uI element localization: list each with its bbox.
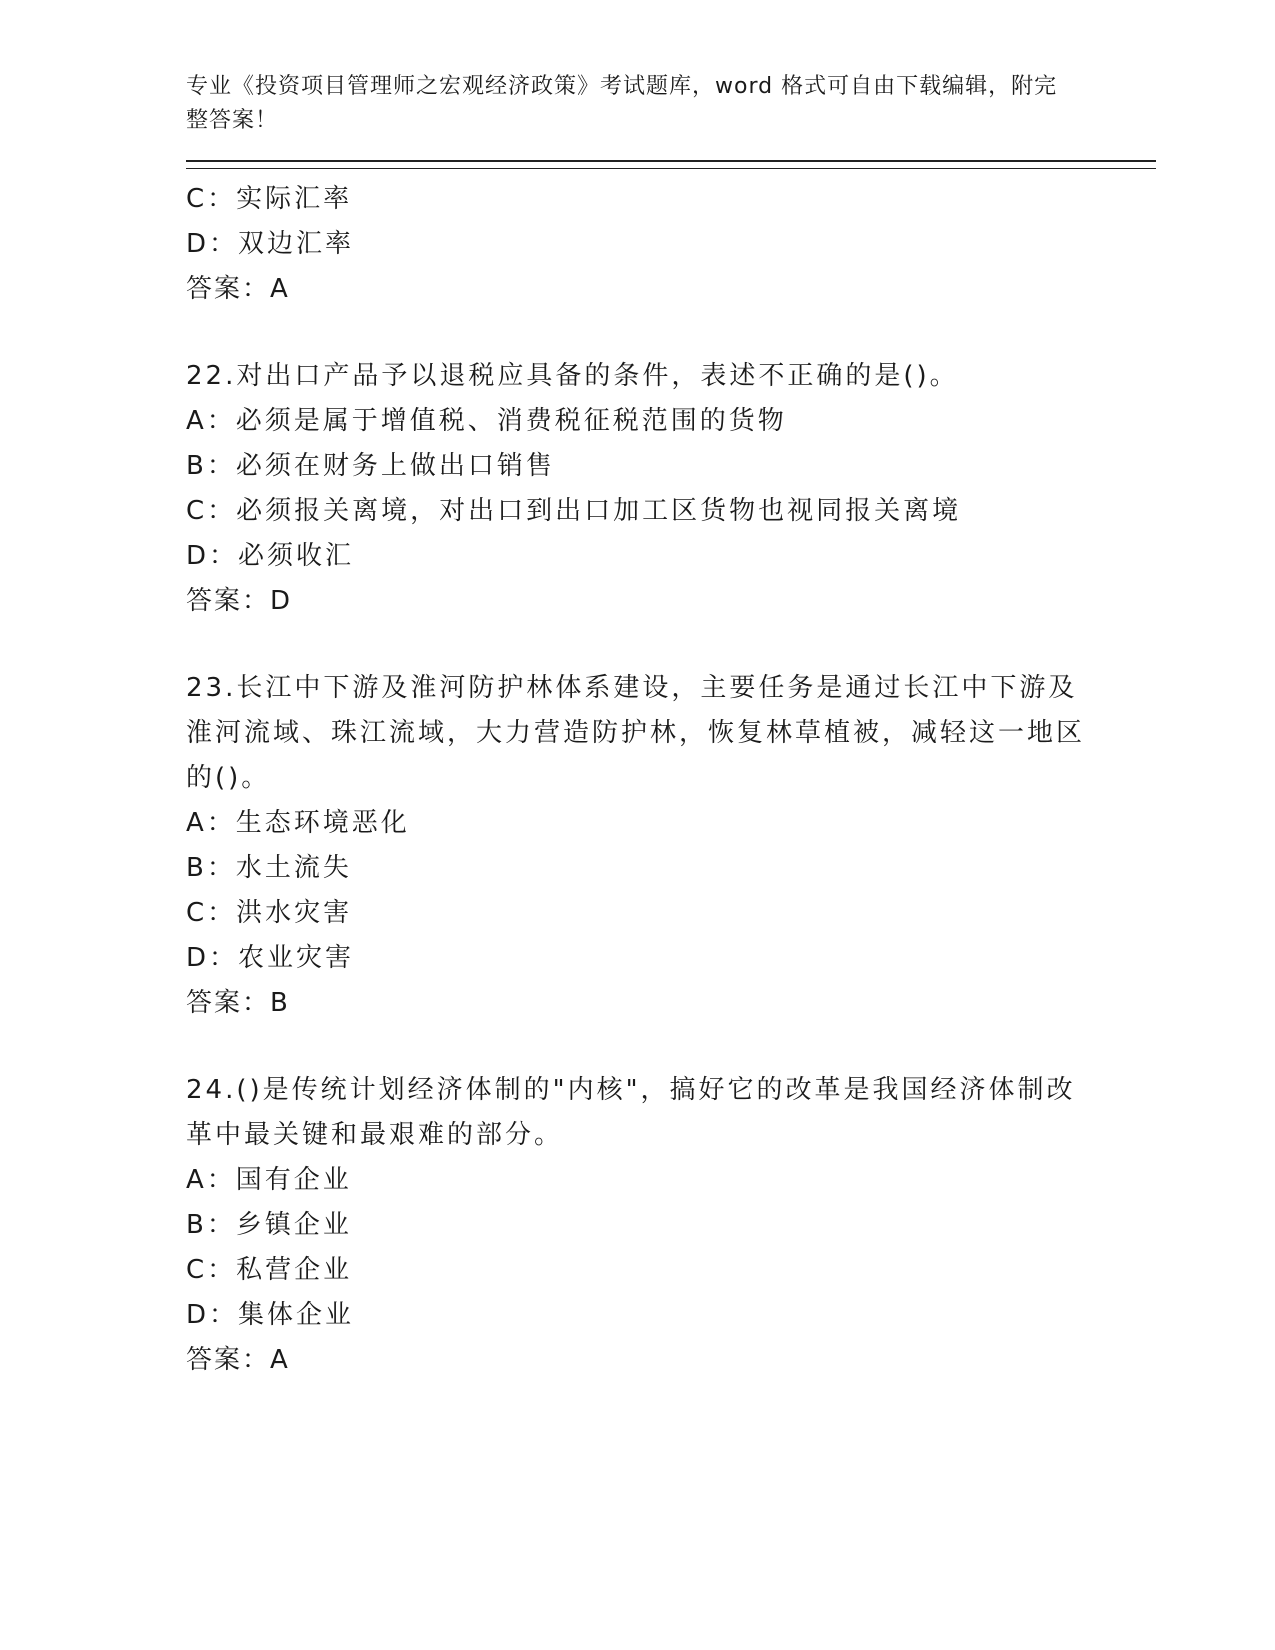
- document-body: [186, 177, 1156, 1383]
- question-stem: 24.()是传统计划经济体制的"内核"，搞好它的改革是我国经济体制改革中最关键和最艰难的部分。: [186, 1075, 1076, 1150]
- document-page: [186, 70, 1156, 1383]
- option-d: D：集体企业: [186, 1300, 355, 1330]
- option-a: A：国有企业: [186, 1165, 352, 1195]
- question-stem: 23.长江中下游及淮河防护林体系建设，主要任务是通过长江中下游及淮河流域、珠江流域，大力营造防护林，恢复林草植被，减轻这一地区的()。: [186, 673, 1086, 793]
- option-c: C：洪水灾害: [186, 898, 353, 928]
- option-a: A：生态环境恶化: [186, 808, 410, 838]
- question-continued: [186, 177, 1156, 312]
- option-d: D：农业灾害: [186, 943, 355, 973]
- answer-line: 答案：A: [186, 1345, 290, 1375]
- document-header: 专业《投资项目管理师之宏观经济政策》考试题库，word 格式可自由下载编辑，附完整答案！: [186, 74, 1058, 133]
- option-a: A：必须是属于增值税、消费税征税范围的货物: [186, 406, 787, 436]
- question-stem: 22.对出口产品予以退税应具备的条件，表述不正确的是()。: [186, 361, 959, 391]
- answer-line: 答案：B: [186, 988, 290, 1018]
- option-c: C：私营企业: [186, 1255, 353, 1285]
- answer-line: 答案：A: [186, 274, 290, 304]
- option-c: C：必须报关离境，对出口到出口加工区货物也视同报关离境: [186, 496, 962, 526]
- option-b: B：乡镇企业: [186, 1210, 352, 1240]
- question-23: [186, 666, 1156, 1026]
- option-c: C：实际汇率: [186, 184, 353, 214]
- option-d: D：必须收汇: [186, 541, 355, 571]
- option-b: B：必须在财务上做出口销售: [186, 451, 555, 481]
- answer-line: 答案：D: [186, 586, 293, 616]
- option-b: B：水土流失: [186, 853, 352, 883]
- question-22: [186, 354, 1156, 624]
- header-divider: [186, 160, 1156, 169]
- question-24: [186, 1068, 1156, 1383]
- option-d: D：双边汇率: [186, 229, 355, 259]
